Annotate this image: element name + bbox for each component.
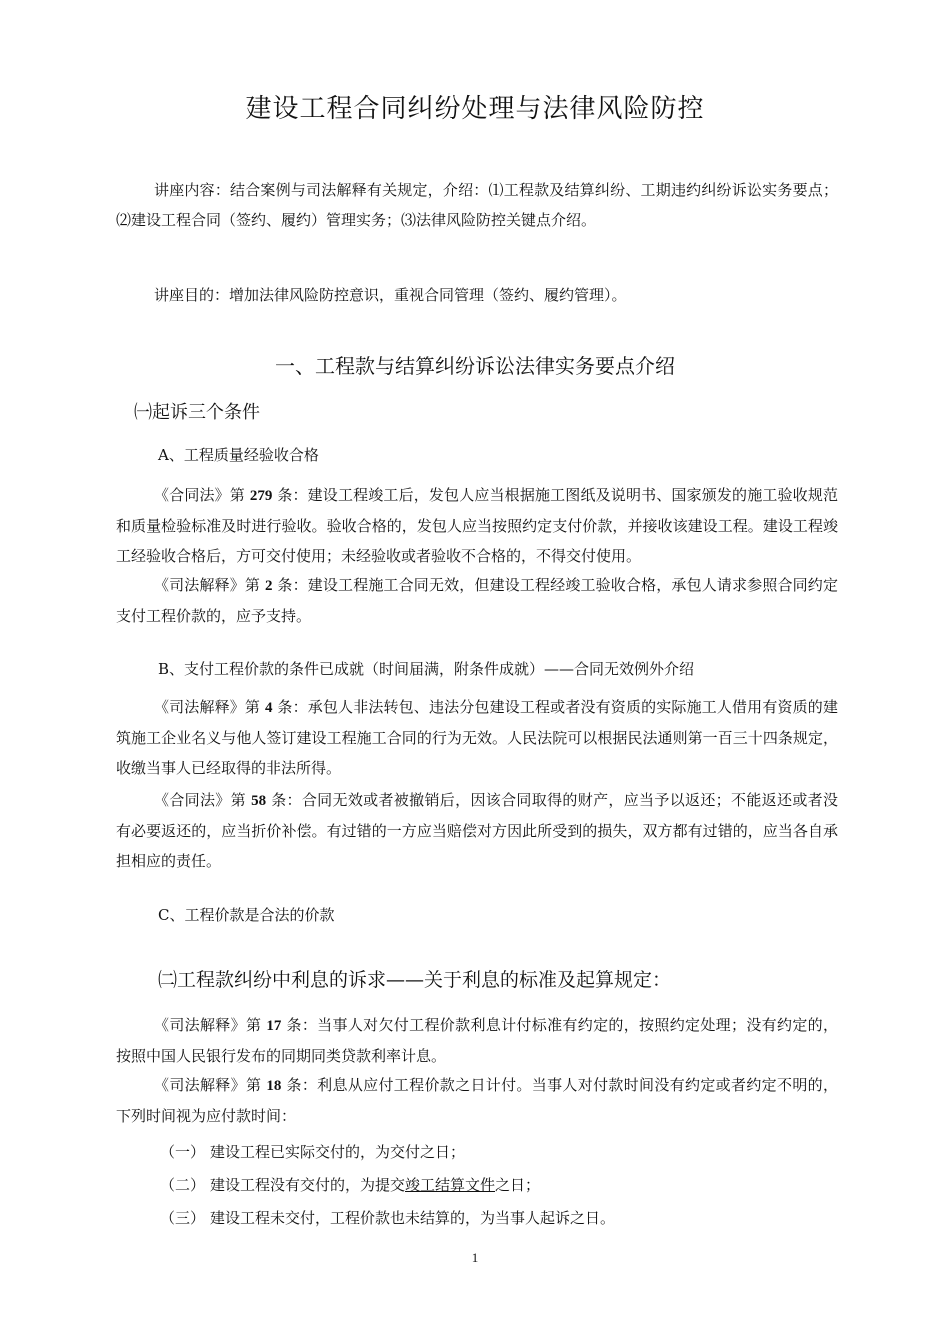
- item-b-heading: B、支付工程价款的条件已成就（时间届满，附条件成就）——合同无效例外介绍: [158, 660, 695, 678]
- page-title: 建设工程合同纠纷处理与法律风险防控: [245, 94, 705, 124]
- item-a-heading: A、工程质量经验收合格: [158, 446, 319, 464]
- intro-purpose: 讲座目的：增加法律风险防控意识，重视合同管理（签约、履约管理）。: [154, 286, 627, 304]
- section-heading: 一、工程款与结算纠纷诉讼法律实务要点介绍: [275, 354, 675, 378]
- judicial-interpretation-17-paragraph: 《司法解释》第 17 条：当事人对欠付工程价款利息计付标准有约定的，按照约定处理；没有约定的，按照中国人民银行发布的同期同类贷款利率计息。: [116, 1016, 838, 1065]
- subsection-2-heading: ㈡工程款纠纷中利息的诉求——关于利息的标准及起算规定：: [158, 969, 672, 991]
- contract-law-58-paragraph: 《合同法》第 58 条：合同无效或者被撤销后，因该合同取得的财产，应当予以返还；不能返还或者没有必要返还的，应当折价补偿。有过错的一方应当赔偿对方因此所受到的损失，双方都有过错的，应当各自承担相应的责任。: [116, 791, 838, 870]
- item-c-heading: C、工程价款是合法的价款: [158, 906, 335, 924]
- list-item: （二） 建设工程没有交付的，为提交竣工结算文件之日；: [160, 1176, 541, 1194]
- judicial-interpretation-18-paragraph: 《司法解释》第 18 条：利息从应付工程价款之日计付。当事人对付款时间没有约定或者约定不明的，下列时间视为应付款时间：: [116, 1076, 838, 1125]
- intro-content: 讲座内容：结合案例与司法解释有关规定，介绍：⑴工程款及结算纠纷、工期违约纠纷诉讼实务要点；⑵建设工程合同（签约、履约）管理实务；⑶法律风险防控关键点介绍。: [116, 181, 838, 229]
- page-number: 1: [471, 1250, 479, 1265]
- judicial-interpretation-2-paragraph: 《司法解释》第 2 条：建设工程施工合同无效，但建设工程经竣工验收合格，承包人请求参照合同约定支付工程价款的，应予支持。: [116, 576, 838, 625]
- list-item: （一） 建设工程已实际交付的，为交付之日；: [160, 1143, 466, 1161]
- contract-law-279-paragraph: 《合同法》第 279 条：建设工程竣工后，发包人应当根据施工图纸及说明书、国家颁发的施工验收规范和质量检验标准及时进行验收。验收合格的，发包人应当按照约定支付价款，并接收该建设工程。建设工程竣工经验收合格后，方可交付使用；未经验收或者验收不合格的，不得交付使用。: [116, 486, 838, 565]
- subsection-1-heading: ㈠起诉三个条件: [134, 402, 260, 423]
- judicial-interpretation-4-paragraph: 《司法解释》第 4 条：承包人非法转包、违法分包建设工程或者没有资质的实际施工人借用有资质的建筑施工企业名义与他人签订建设工程施工合同的行为无效。人民法院可以根据民法通则第一百三十四条规定，收缴当事人已经取得的非法所得。: [116, 698, 838, 777]
- list-item: （三） 建设工程未交付，工程价款也未结算的，为当事人起诉之日。: [160, 1209, 616, 1227]
